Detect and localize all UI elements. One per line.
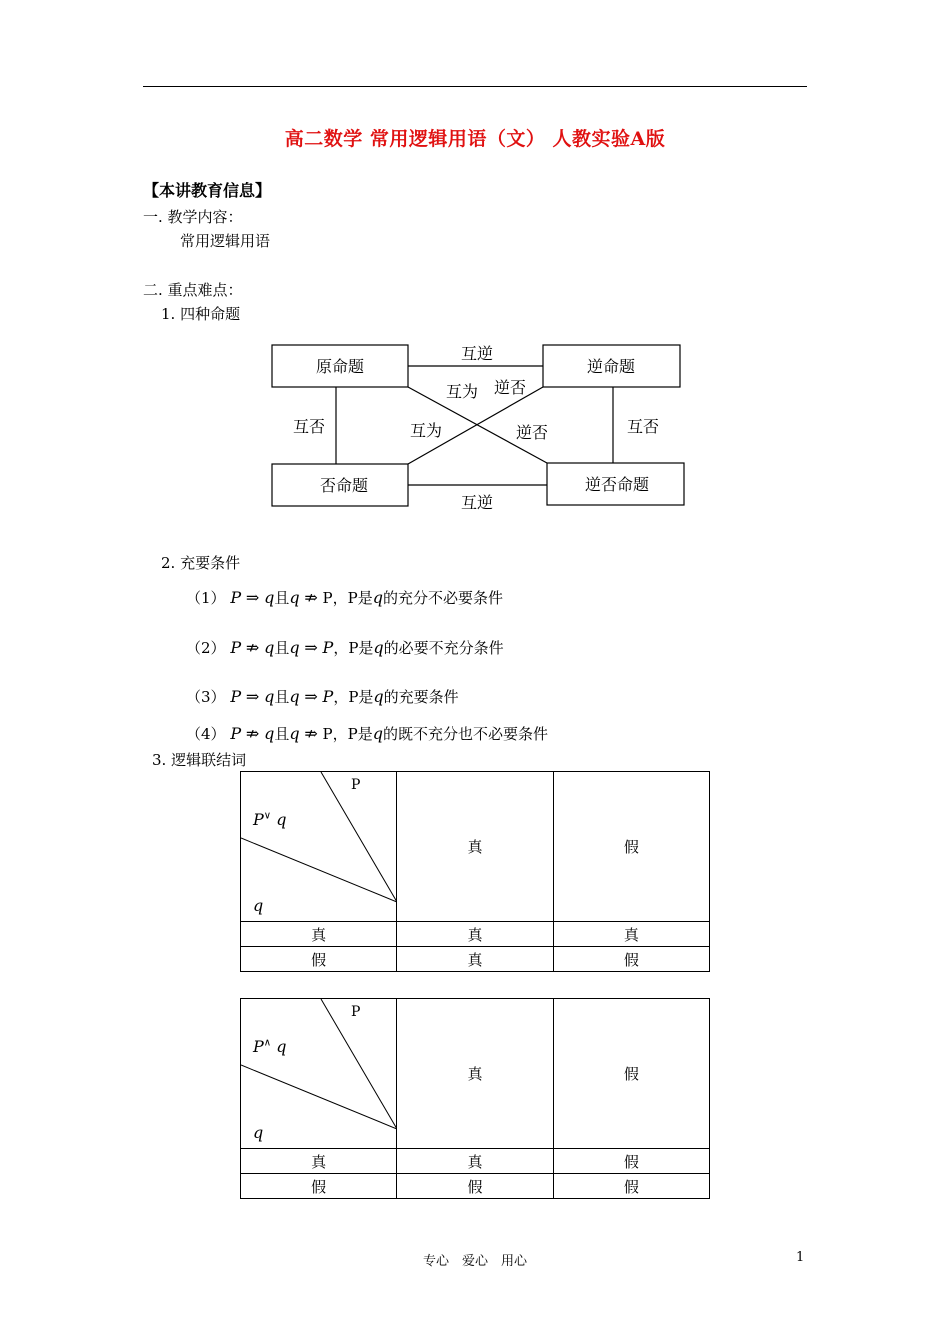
item1-label: 1. 四种命题 [161, 305, 241, 323]
cross-upper-left-label: 互为 [445, 382, 479, 401]
box-converse-label: 逆命题 [586, 357, 636, 376]
page-number: 1 [796, 1250, 805, 1265]
header-cell: 假 [553, 999, 709, 1149]
part2-heading: 二. 重点难点： [143, 281, 243, 299]
box-inverse-label: 否命题 [319, 476, 369, 495]
condition-3: （3） P ⇒ q且q ⇒ P，P是q的充要条件 [186, 687, 459, 706]
table-cell: 真 [241, 922, 397, 947]
table-cell: 真 [553, 922, 709, 947]
header-rule [143, 86, 807, 87]
table-cell: 假 [241, 1174, 397, 1199]
table-cell: 假 [553, 1174, 709, 1199]
table-or-corner [241, 772, 397, 922]
corner-bottom-label: q [253, 896, 264, 915]
box-original-label: 原命题 [315, 357, 365, 376]
table-cell: 真 [397, 947, 553, 972]
part1-content: 常用逻辑用语 [180, 232, 271, 250]
section-heading: 【本讲教育信息】 [143, 181, 272, 200]
document-title: 高二数学 常用逻辑用语（文） 人教实验A版 [284, 128, 666, 150]
truth-table-or [240, 771, 710, 972]
truth-table-and [240, 998, 710, 1199]
item2-label: 2. 充要条件 [161, 554, 241, 572]
table-and-corner [241, 999, 397, 1149]
corner-top-label: P [351, 1004, 361, 1020]
page-footer: 专心 爱心 用心 [422, 1254, 527, 1269]
header-cell: 真 [397, 999, 553, 1149]
cross-lower-right-label: 逆否 [515, 423, 549, 442]
table-cell: 真 [397, 1149, 553, 1174]
header-cell: 假 [553, 772, 709, 922]
table-cell: 假 [553, 947, 709, 972]
table-cell: 真 [241, 1149, 397, 1174]
corner-top-label: P [351, 777, 361, 793]
top-relation-label: 互逆 [460, 344, 494, 363]
corner-diagonals [241, 999, 397, 1149]
cross-lower-left-label: 互为 [409, 421, 443, 440]
condition-1: （1） P ⇒ q且q ⇏ P，P是q的充分不必要条件 [186, 588, 504, 607]
condition-2: （2） P ⇏ q且q ⇒ P，P是q的必要不充分条件 [186, 638, 504, 657]
table-cell: 假 [397, 1174, 553, 1199]
corner-bottom-label: q [253, 1123, 264, 1142]
item3-label: 3. 逻辑联结词 [152, 751, 247, 769]
cross-upper-right-label: 逆否 [493, 378, 527, 397]
part1-heading: 一. 教学内容： [143, 208, 243, 226]
four-propositions-diagram [266, 340, 692, 516]
corner-mid-label: P∨ q [253, 810, 287, 829]
corner-diagonals [241, 772, 397, 922]
right-relation-label: 互否 [626, 417, 660, 436]
corner-mid-label: P∧ q [253, 1037, 287, 1056]
header-cell: 真 [397, 772, 553, 922]
table-cell: 假 [241, 947, 397, 972]
bottom-relation-label: 互逆 [460, 493, 494, 512]
table-cell: 假 [553, 1149, 709, 1174]
left-relation-label: 互否 [292, 417, 326, 436]
table-cell: 真 [397, 922, 553, 947]
box-contrapositive-label: 逆否命题 [584, 475, 650, 494]
condition-4: （4） P ⇏ q且q ⇏ P，P是q的既不充分也不必要条件 [186, 724, 549, 743]
